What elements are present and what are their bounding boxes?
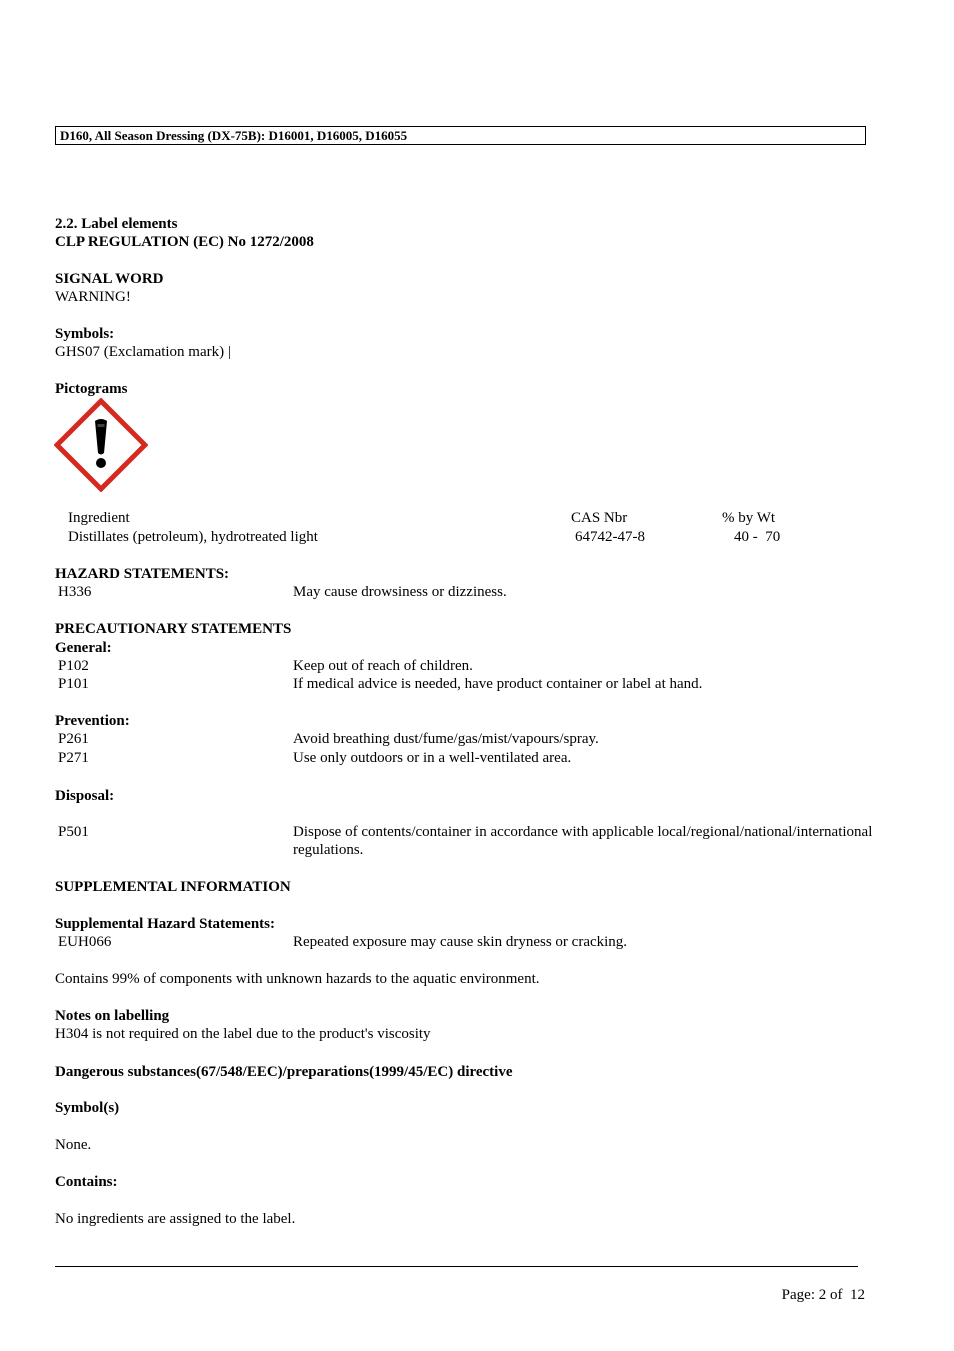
product-title: D160, All Season Dressing (DX-75B): D16001, D16005, D16055: [60, 128, 408, 143]
clp-regulation-heading: CLP REGULATION (EC) No 1272/2008: [55, 234, 314, 250]
ingredient-column-header: Ingredient: [68, 510, 130, 526]
footer-divider: [55, 1266, 858, 1267]
signal-word-heading: SIGNAL WORD: [55, 271, 164, 287]
disposal-heading: Disposal:: [55, 788, 115, 804]
hazard-statements-heading: HAZARD STATEMENTS:: [55, 566, 230, 582]
aquatic-note: Contains 99% of components with unknown hazards to the aquatic environment.: [55, 971, 540, 987]
ghs07-exclamation-mark-icon: [54, 398, 148, 492]
ingredient-cas: 64742-47-8: [575, 529, 645, 545]
cas-column-header: CAS Nbr: [571, 510, 628, 526]
symbols-directive-heading: Symbol(s): [55, 1100, 120, 1116]
prevention-code: P261: [58, 731, 89, 747]
pictograms-heading: Pictograms: [55, 381, 128, 397]
precautionary-heading: PRECAUTIONARY STATEMENTS: [55, 621, 292, 637]
general-code: P102: [58, 658, 89, 674]
notes-labelling-text: H304 is not required on the label due to the product's viscosity: [55, 1026, 431, 1042]
page-number: Page: 2 of 12: [781, 1287, 865, 1303]
contains-value: No ingredients are assigned to the label.: [55, 1211, 296, 1227]
supplemental-code: EUH066: [58, 934, 112, 950]
hazard-code: H336: [58, 584, 92, 600]
ingredient-name: Distillates (petroleum), hydrotreated light: [68, 529, 318, 545]
symbols-value: GHS07 (Exclamation mark) |: [55, 344, 231, 360]
general-code: P101: [58, 676, 89, 692]
disposal-code: P501: [58, 824, 89, 840]
prevention-text: Use only outdoors or in a well-ventilated area.: [293, 750, 572, 766]
disposal-text: Dispose of contents/container in accordance with applicable local/regional/national/international regulations.: [293, 824, 873, 858]
label-elements-heading: 2.2. Label elements: [55, 216, 178, 232]
general-heading: General:: [55, 640, 112, 656]
symbols-heading: Symbols:: [55, 326, 115, 342]
hazard-text: May cause drowsiness or dizziness.: [293, 584, 507, 600]
prevention-heading: Prevention:: [55, 713, 130, 729]
prevention-text: Avoid breathing dust/fume/gas/mist/vapours/spray.: [293, 731, 599, 747]
supplemental-hazard-heading: Supplemental Hazard Statements:: [55, 916, 275, 932]
supplemental-heading: SUPPLEMENTAL INFORMATION: [55, 879, 291, 895]
general-text: If medical advice is needed, have product container or label at hand.: [293, 676, 703, 692]
prevention-code: P271: [58, 750, 89, 766]
symbols-directive-value: None.: [55, 1137, 92, 1153]
dangerous-substances-heading: Dangerous substances(67/548/EEC)/preparations(1999/45/EC) directive: [55, 1064, 513, 1080]
notes-labelling-heading: Notes on labelling: [55, 1008, 170, 1024]
supplemental-text: Repeated exposure may cause skin dryness or cracking.: [293, 934, 628, 950]
wt-column-header: % by Wt: [722, 510, 776, 526]
contains-heading: Contains:: [55, 1174, 118, 1190]
ingredient-wt: 40 - 70: [734, 529, 781, 545]
product-header-box: [55, 126, 866, 145]
signal-word-value: WARNING!: [55, 289, 131, 305]
general-text: Keep out of reach of children.: [293, 658, 473, 674]
